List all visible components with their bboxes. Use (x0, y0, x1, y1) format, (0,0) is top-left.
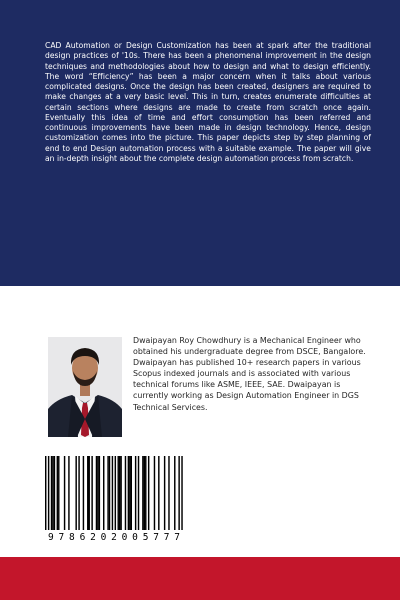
barcode-bar (120, 456, 121, 530)
barcode-bar (154, 456, 155, 530)
barcode-bar (83, 456, 84, 530)
barcode-bar (97, 456, 98, 530)
barcode-bar (107, 456, 108, 530)
barcode-bar (109, 456, 110, 530)
book-blurb: CAD Automation or Design Customization has been at spark after the traditional design practices of '10s. There has been a phenomenal improvement in the design techniques and methodologies about how to design and what to design efficiently. The word “Efficiency” has been a major concern when it talks about various complicated designs. Once the design has been created, designers are required to make changes at a very basic level. This in turn, creates enumerate difficulties at certain sections where designs are made to create from scratch once again. Eventually this idea of time and effort consumption has been referred and continuous improvements have been made in design technology. Hence, design customization comes into the picture. This paper depicts step by step planning of end to end Design automation process with a suitable example. The paper will give an in-depth insight about the complete design automation process from scratch. (45, 41, 371, 163)
barcode-bar (51, 456, 52, 530)
barcode-bar (45, 456, 46, 530)
barcode-bar (145, 456, 146, 530)
barcode-bar (75, 456, 76, 530)
barcode-bar (174, 456, 175, 530)
author-photo (48, 337, 122, 437)
barcode-bar (148, 456, 149, 530)
barcode-bar (78, 456, 79, 530)
barcode-bar (125, 456, 126, 530)
barcode-bar (119, 456, 120, 530)
barcode-bar (168, 456, 169, 530)
barcode-bar (57, 456, 58, 530)
barcode-bar (91, 456, 92, 530)
back-cover-bottom-band (0, 557, 400, 600)
barcode-bar (135, 456, 136, 530)
barcode-bar (89, 456, 90, 530)
barcode-bar (52, 456, 53, 530)
barcode-bar (144, 456, 145, 530)
barcode-bar (178, 456, 179, 530)
barcode-bar (99, 456, 100, 530)
barcode-bar (112, 456, 113, 530)
barcode-bar (138, 456, 139, 530)
author-bio: Dwaipayan Roy Chowdhury is a Mechanical Engineer who obtained his undergraduate degree from DSCE, Bangalore. Dwaipayan has published 10+ research papers in various Scopus indexed journals and is associated with various technical forums like ASME, IEEE, SAE. Dwaipayan is currently working as Design Automation Engineer in DGS Technical Services. (133, 336, 366, 412)
barcode-bar (58, 456, 59, 530)
barcode-bar (103, 456, 104, 530)
barcode-bar (96, 456, 97, 530)
isbn-number: 9 7 8 6 2 0 2 0 0 5 7 7 7 (48, 532, 180, 543)
barcode-bar (142, 456, 143, 530)
barcode-bar (128, 456, 129, 530)
barcode-bar (64, 456, 65, 530)
barcode-bar (48, 456, 49, 530)
barcode-bar (54, 456, 55, 530)
barcode-bar (129, 456, 130, 530)
barcode-bar (164, 456, 165, 530)
barcode-bar (115, 456, 116, 530)
barcode-bar (131, 456, 132, 530)
barcode-bar (118, 456, 119, 530)
barcode-bar (181, 456, 182, 530)
barcode-bar (87, 456, 88, 530)
barcode-bar (158, 456, 159, 530)
barcode-bar (68, 456, 69, 530)
isbn-barcode (40, 452, 188, 544)
